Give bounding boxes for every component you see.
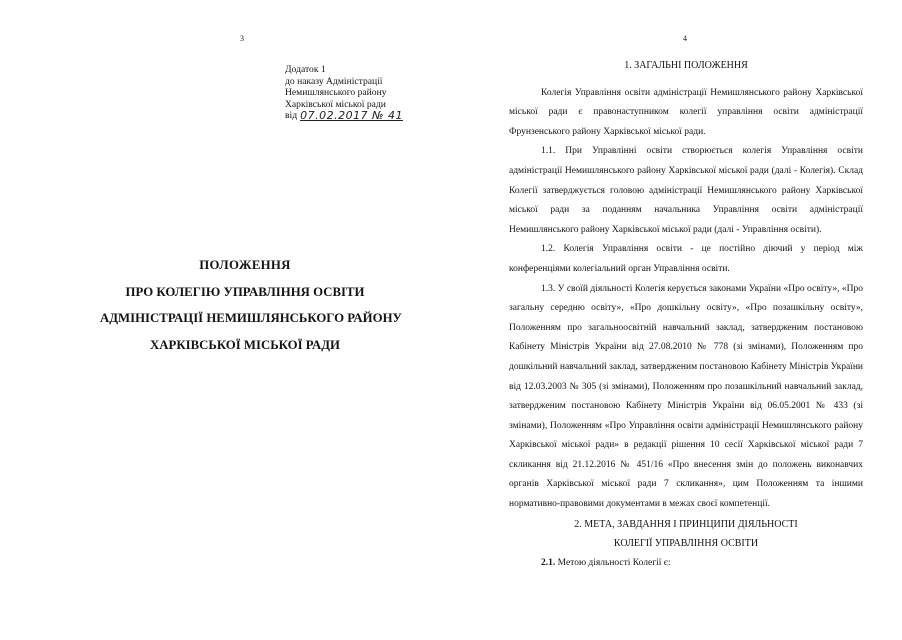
paragraph-1-2: 1.2. Колегія Управління освіти - це постійно діючий у період між конференціями колегіальний орган Управління освіти. <box>509 244 863 274</box>
annex-date-prefix: від <box>285 110 298 122</box>
page-number-left: 3 <box>240 34 244 43</box>
item-2-1 <box>509 554 863 574</box>
paragraph-1-3: 1.3. У своїй діяльності Колегія керується законами України «Про освіту», «Про загальну середню освіту», «Про дошкільну освіту», «Про позашкільну освіту», Положенням про загальноосвітній навчальний заклад, затвердженим постановою Кабінету Міністрів України від 27.08.2010 № 778 (зі змінами), Положенням про дошкільний навчальний заклад, затвердженим постановою Кабінету Міністрів України від 12.03.2003 № 305 (зі змінами), Положенням про позашкільний навчальний заклад, затвердженим постановою Кабінету Міністрів України від 06.05.2001 № 433 (зі змінами), Положенням «Про Управління освіти адміністрації Немишлянського району Харківської міської ради» в редакції рішення 10 сесії Харківської міської ради 7 скликання від 21.12.2016 № 451/16 «Про внесення змін до положень виконавчих органів Харківської міської ради 7 скликання», цим Положенням та іншими нормативно-правовими документами в межах своєї компетенції. <box>509 283 863 510</box>
title-line-1: ПОЛОЖЕННЯ <box>199 258 291 272</box>
document-title <box>100 258 402 364</box>
title-line-2: ПРО КОЛЕГІЮ УПРАВЛІННЯ ОСВІТИ <box>125 284 365 299</box>
title-line-3: АДМІНІСТРАЦІЇ НЕМИШЛЯНСЬКОГО РАЙОНУ <box>100 311 402 325</box>
page-number-right: 4 <box>683 34 687 43</box>
item-2-1-text: Метою діяльності Колегії є: <box>557 557 671 568</box>
item-2-1-number: 2.1. <box>541 557 556 568</box>
annex-line-2: до наказу Адміністрації <box>285 75 383 87</box>
right-page-body <box>509 56 863 573</box>
annex-line-5 <box>285 110 425 122</box>
section-2-heading-line-1: 2. МЕТА, ЗАВДАННЯ І ПРИНЦИПИ ДІЯЛЬНОСТІ <box>574 518 798 530</box>
annex-line-4: Харківської міської ради <box>285 98 386 110</box>
title-line-4: ХАРКІВСЬКОЇ МІСЬКОЇ РАДИ <box>150 337 340 352</box>
annex-line-1: Додаток 1 <box>285 64 326 75</box>
annex-line-3: Немишлянського району <box>285 87 387 99</box>
paragraph-intro: Колегія Управління освіти адміністрації Немишлянського району Харківської міської ради є правонаступником колегії управління освіти адміністрації Фрунзенського району Харківської міської ради. <box>509 87 863 137</box>
annex-block <box>285 64 425 122</box>
handwritten-date-number: 07.02.2017 № 41 <box>300 109 403 123</box>
section-1-heading: 1. ЗАГАЛЬНІ ПОЛОЖЕННЯ <box>624 60 748 71</box>
paragraph-1-1: 1.1. При Управлінні освіти створюється колегія Управління освіти адміністрації Немишлянського району Харківської міської ради (далі - Колегія). Склад Колегії затверджується головою адміністрації Немишлянського району Харківської міської ради за поданням начальника Управління освіти адміністрації Немишлянського району Харківської міської ради (далі - Управління освіти). <box>509 146 863 235</box>
section-2-heading-line-2: КОЛЕГІЇ УПРАВЛІННЯ ОСВІТИ <box>613 538 759 550</box>
